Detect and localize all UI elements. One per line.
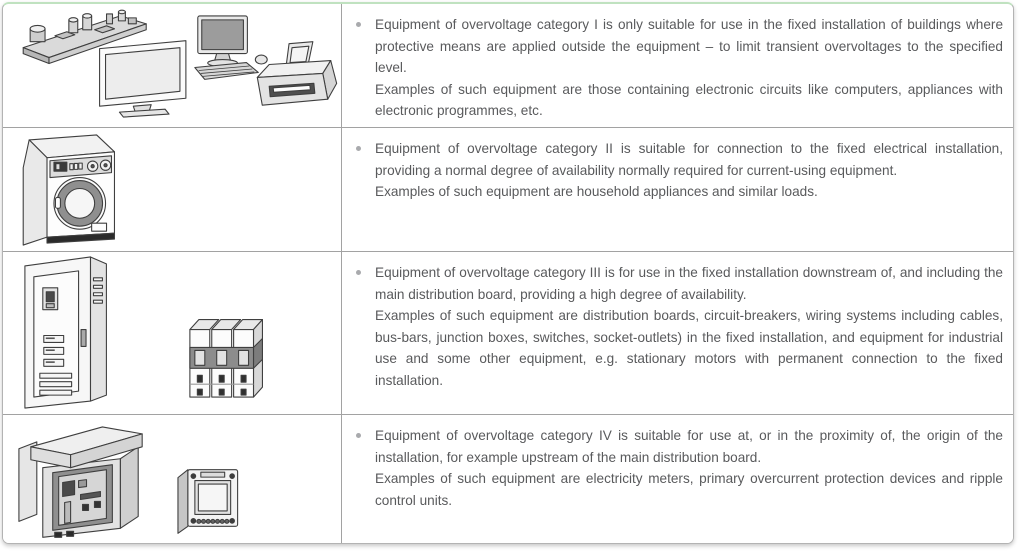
category-i-description	[375, 14, 1003, 123]
bullet-icon	[353, 138, 375, 247]
electricity-meter-icon	[178, 470, 238, 534]
category-iv-paragraph-1: Equipment of overvoltage category IV is suitable for use at, or in the proximity of, the origin of the installation, for example upstream of the main distribution board.	[375, 428, 1003, 465]
category-i-paragraph-1: Equipment of overvoltage category I is only suitable for use in the fixed installation of buildings where protective means are applied outside the equipment – to limit transient overvoltages to the specified level.	[375, 17, 1003, 75]
flat-screen-tv-icon	[100, 41, 186, 117]
distribution-board-icon	[25, 257, 106, 408]
category-ii-illustration	[3, 128, 341, 251]
illustration-cell-category-iv	[3, 415, 342, 543]
category-iii-description	[375, 262, 1003, 410]
category-iv-illustration	[3, 415, 341, 543]
overvoltage-categories-table	[2, 2, 1014, 544]
description-cell-category-ii	[342, 128, 1013, 252]
category-i-illustration	[3, 4, 341, 127]
category-ii-paragraph-1: Equipment of overvoltage category II is suitable for connection to the fixed electrical installation, providing a normal degree of availability normally required for current-using equipment.	[375, 141, 1003, 178]
printer-icon	[257, 42, 336, 105]
air-circuit-breaker-icon	[19, 427, 142, 537]
illustration-cell-category-i	[3, 4, 342, 128]
category-iii-paragraph-1: Equipment of overvoltage category III is for use in the fixed installation downstream of, and including the main distribution board, providing a high degree of availability.	[375, 265, 1003, 302]
bullet-icon	[353, 14, 375, 123]
desktop-computer-icon	[195, 16, 267, 79]
description-cell-category-iii	[342, 252, 1013, 415]
category-iii-illustration	[3, 252, 341, 414]
category-iv-paragraph-2: Examples of such equipment are electricity meters, primary overcurrent protection devices and ripple control units.	[375, 471, 1003, 508]
description-cell-category-iv	[342, 415, 1013, 543]
description-cell-category-i	[342, 4, 1013, 128]
category-iv-description	[375, 425, 1003, 539]
circuit-breaker-icon	[190, 320, 263, 398]
illustration-cell-category-iii	[3, 252, 342, 415]
category-ii-description	[375, 138, 1003, 247]
illustration-cell-category-ii	[3, 128, 342, 252]
washing-machine-icon	[23, 135, 114, 245]
category-ii-paragraph-2: Examples of such equipment are household appliances and similar loads.	[375, 184, 818, 199]
category-iii-paragraph-2: Examples of such equipment are distribution boards, circuit-breakers, wiring systems including cables, bus-bars, junction boxes, switches, socket-outlets) in the fixed installation, and equipment for industrial use and some other equipment, e.g. stationary motors with permanent connection to the fixed installation.	[375, 308, 1003, 388]
bullet-icon	[353, 262, 375, 410]
bullet-icon	[353, 425, 375, 539]
category-i-paragraph-2: Examples of such equipment are those containing electronic circuits like computers, appliances with electronic programmes, etc.	[375, 81, 1003, 118]
